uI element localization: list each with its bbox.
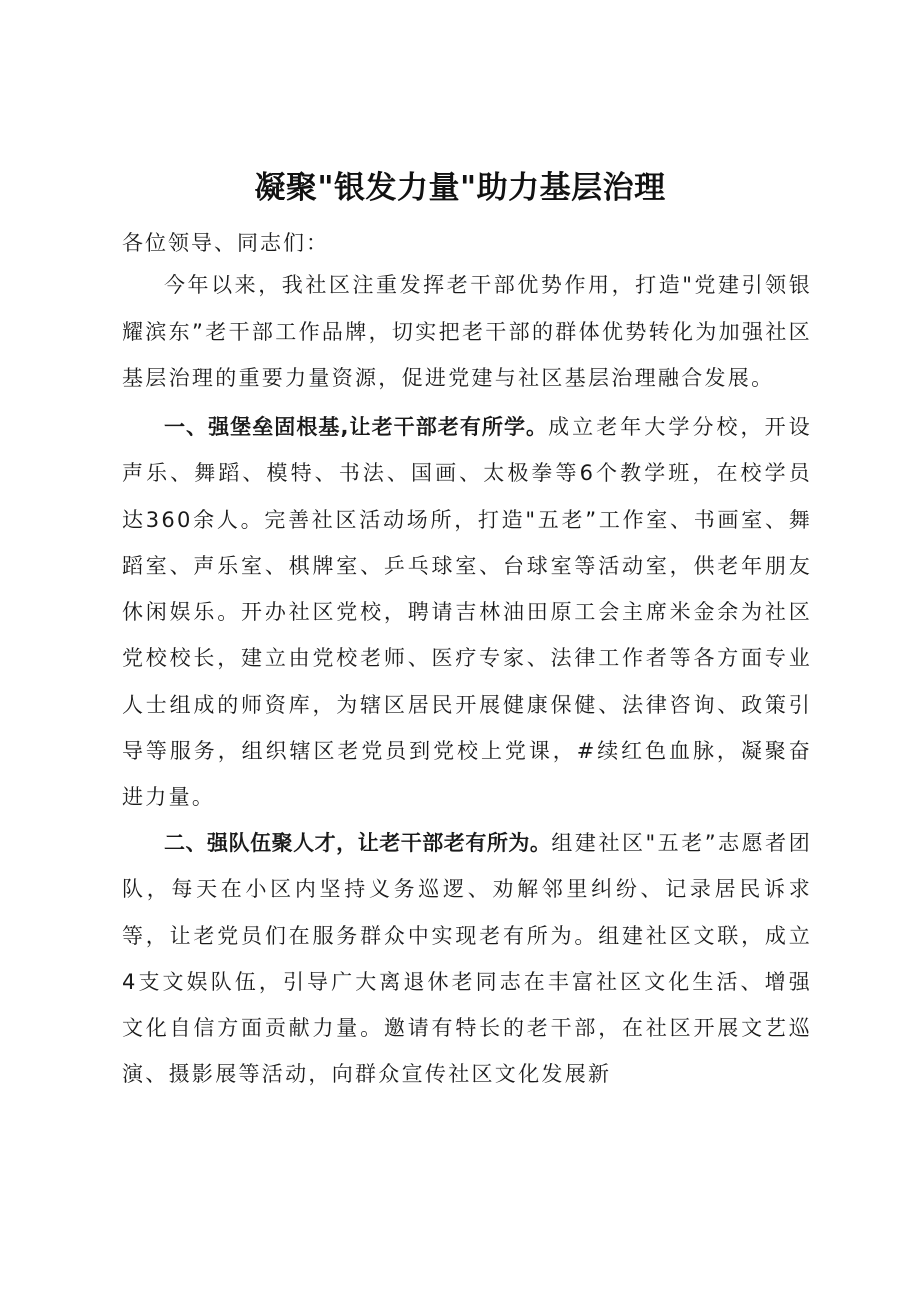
section-heading: 一、强堡垒固根基,让老干部老有所学。 (164, 415, 549, 439)
salutation: 各位领导、同志们： (122, 231, 329, 255)
paragraph-section-2 (122, 820, 812, 1098)
paragraph-body: 组建社区"五老”志愿者团队，每天在小区内坚持义务巡逻、劝解邻里纠纷、记录居民诉求等，让老党员们在服务群众中实现老有所为。组建社区文联，成立4支文娱队伍，引导广大离退休老同志在丰富社区文化生活、增强文化自信方面贡献力量。邀请有特长的老干部，在社区开展文艺巡演、摄影展等活动，向群众宣传社区文化发展新 (122, 831, 812, 1087)
paragraph-body: 今年以来，我社区注重发挥老干部优势作用，打造"党建引领银耀滨东”老干部工作品牌，切实把老干部的群体优势转化为加强社区基层治理的重要力量资源，促进党建与社区基层治理融合发展。 (122, 273, 812, 390)
paragraph-body: 成立老年大学分校，开设声乐、舞蹈、模特、书法、国画、太极拳等6个教学班，在校学员达360余人。完善社区活动场所，打造"五老”工作室、书画室、舞蹈室、声乐室、棋牌室、乒乓球室、台球室等活动室，供老年朋友休闲娱乐。开办社区党校，聘请吉林油田原工会主席米金余为社区党校校长，建立由党校老师、医疗专家、法律工作者等各方面专业人士组成的师资库，为辖区居民开展健康保健、法律咨询、政策引导等服务，组织辖区老党员到党校上党课，#续红色血脉，凝聚奋进力量。 (122, 415, 812, 810)
paragraph-section-1 (122, 404, 812, 821)
document-title: 凝聚"银发力量"助力基层治理 (254, 170, 666, 206)
paragraph-intro (122, 262, 812, 402)
section-heading: 二、强队伍聚人才，让老干部老有所为。 (164, 831, 552, 855)
